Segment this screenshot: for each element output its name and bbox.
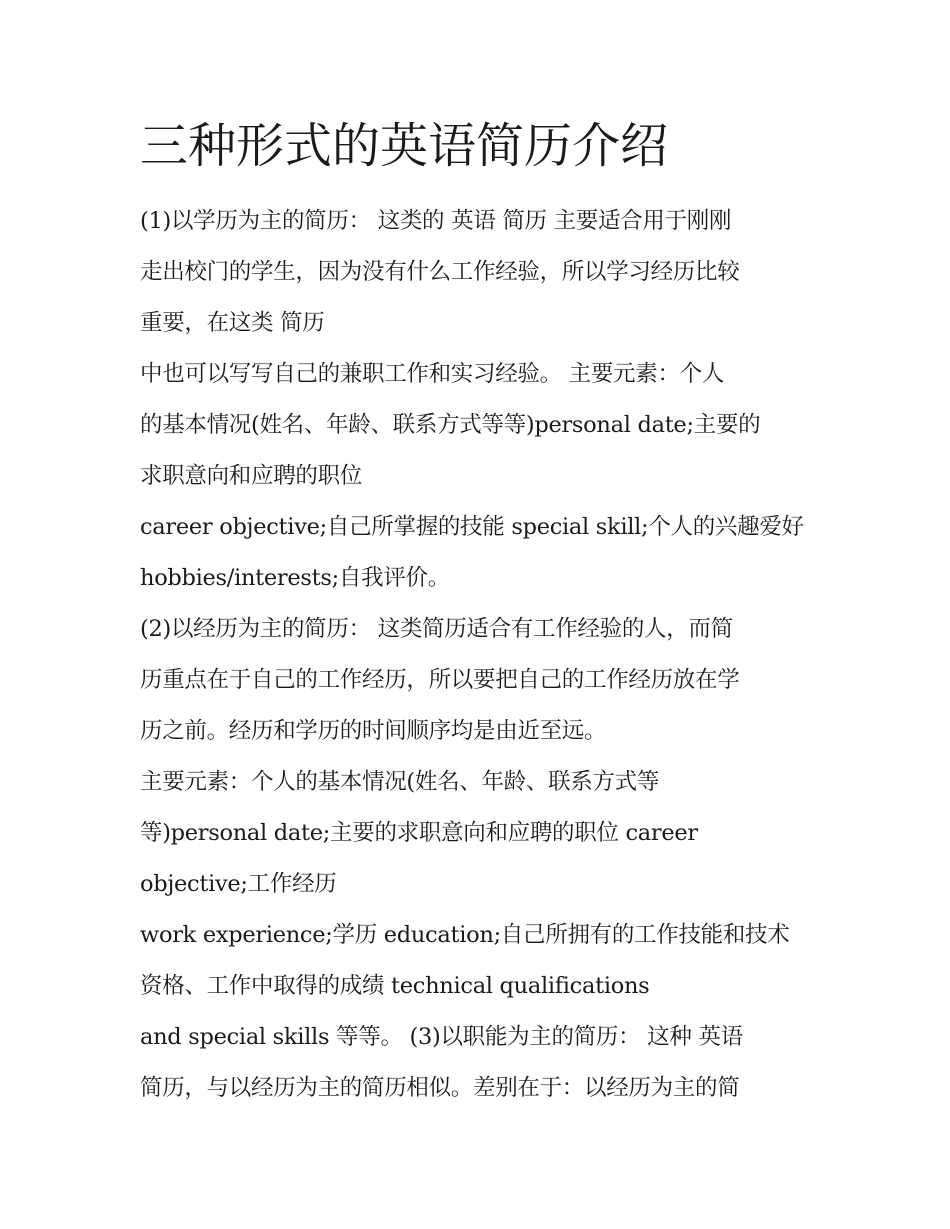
- text-line: career objective;自己所掌握的技能 special skill;个人的兴趣爱好: [140, 514, 804, 540]
- text-line: 重要，在这类 简历: [140, 310, 325, 336]
- text-line: 历之前。经历和学历的时间顺序均是由近至远。: [140, 718, 607, 744]
- text-line: 历重点在于自己的工作经历，所以要把自己的工作经历放在学: [140, 667, 740, 693]
- text-line: 主要元素：个人的基本情况(姓名、年龄、联系方式等: [140, 769, 660, 795]
- text-line: 走出校门的学生，因为没有什么工作经验，所以学习经历比较: [140, 259, 740, 285]
- document-title: 三种形式的英语简历介绍: [140, 118, 669, 174]
- text-line: and special skills 等等。 (3)以职能为主的简历： 这种 英语: [140, 1024, 743, 1050]
- text-line: 的基本情况(姓名、年龄、联系方式等等)personal date;主要的: [140, 412, 761, 438]
- text-line: work experience;学历 education;自己所拥有的工作技能和技术: [140, 922, 790, 948]
- text-line: (1)以学历为主的简历： 这类的 英语 简历 主要适合用于刚刚: [140, 208, 732, 234]
- document-body: [140, 196, 830, 1114]
- text-line: 求职意向和应聘的职位: [140, 463, 363, 489]
- text-line: (2)以经历为主的简历： 这类简历适合有工作经验的人，而简: [140, 616, 733, 642]
- text-line: 中也可以写写自己的兼职工作和实习经验。 主要元素：个人: [140, 361, 725, 387]
- text-line: 简历，与以经历为主的简历相似。差别在于：以经历为主的简: [140, 1075, 740, 1101]
- text-line: 资格、工作中取得的成绩 technical qualifications: [140, 973, 650, 999]
- text-line: objective;工作经历: [140, 871, 337, 897]
- text-line: 等)personal date;主要的求职意向和应聘的职位 career: [140, 820, 698, 846]
- text-line: hobbies/interests;自我评价。: [140, 565, 450, 591]
